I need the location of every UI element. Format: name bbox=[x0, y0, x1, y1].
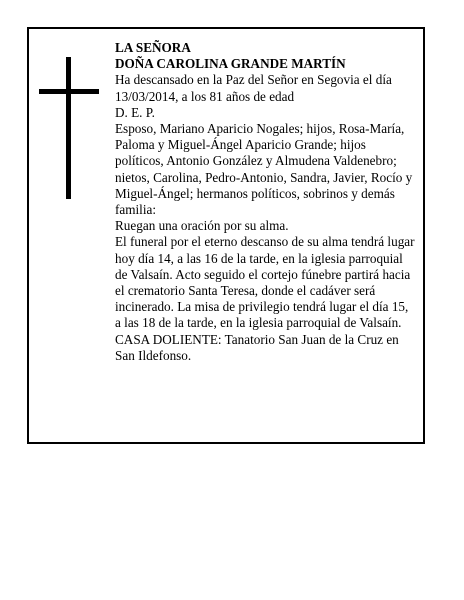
prayer-request: Ruegan una oración por su alma. bbox=[115, 218, 289, 234]
cross-vertical-bar bbox=[66, 57, 71, 199]
mourning-house: CASA DOLIENTE: Tanatorio San Juan de la Cruz en San Ildefonso. bbox=[115, 331, 399, 363]
death-statement: Ha descansado en la Paz del Señor en Segovia el día 13/03/2014, a los 81 años de edad bbox=[115, 72, 392, 104]
funeral-details: El funeral por el eterno descanso de su alma tendrá lugar hoy día 14, a las 16 de la tarde, en la iglesia parroquial de Valsaín. Acto seguido el cortejo fúnebre partirá hacia el crematorio Santa Teresa, donde el cadáver será incinerado. La misa de privilegio tendrá lugar el día 15, a las 18 de la tarde, en la iglesia parroquial de Valsaín. bbox=[115, 234, 415, 331]
cross-icon bbox=[39, 57, 99, 199]
rip-line: D. E. P. bbox=[115, 104, 155, 120]
family-list: Esposo, Mariano Aparicio Nogales; hijos, Rosa-María, Paloma y Miguel-Ángel Aparicio Grande; hijos políticos, Antonio González y Almudena Valdenebro; nietos, Carolina, Pedro-Antonio, Sandra, Javier, Rocío y Miguel-Ángel; hermanos políticos, sobrinos y demás familia: bbox=[115, 121, 413, 218]
heading-title: LA SEÑORA bbox=[115, 40, 191, 55]
notice-body bbox=[115, 40, 417, 364]
deceased-name: DOÑA CAROLINA GRANDE MARTÍN bbox=[115, 56, 346, 72]
cross-horizontal-bar bbox=[39, 89, 99, 94]
obituary-notice bbox=[27, 27, 425, 444]
